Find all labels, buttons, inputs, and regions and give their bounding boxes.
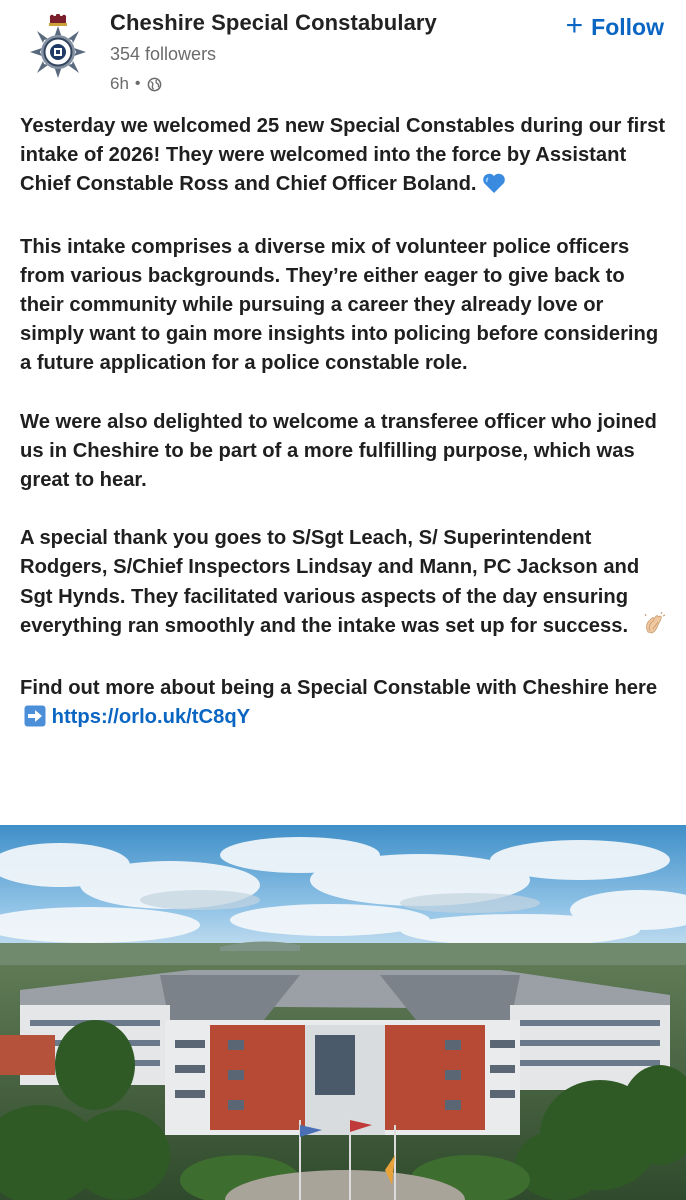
- post-paragraph: [20, 674, 668, 736]
- follow-button[interactable]: [565, 9, 664, 42]
- globe-icon: [147, 77, 162, 92]
- follow-label: Follow: [591, 14, 664, 40]
- post-header: [0, 0, 686, 100]
- clapping-hands-icon: [642, 612, 666, 645]
- page-title[interactable]: Cheshire Special Constabulary: [110, 10, 437, 35]
- post-paragraph: We were also delighted to welcome a transferee officer who joined us in Cheshire to be part of a more fulfilling purpose, which was great to hear.: [20, 410, 657, 492]
- post-timestamp: 6h: [110, 74, 129, 93]
- meta-separator: •: [134, 75, 141, 92]
- post-paragraph: This intake comprises a diverse mix of volunteer police officers from various backgrounds. They’re either eager to give back to their community while pursuing a career they already love or simply want to gain more insights into policing before considering a future application for a police constable role.: [20, 235, 659, 375]
- post-body: [20, 112, 668, 736]
- plus-icon: +: [565, 9, 584, 42]
- right-arrow-icon: [24, 705, 46, 736]
- police-crest-icon[interactable]: [28, 14, 88, 80]
- post-photo[interactable]: [0, 825, 686, 1200]
- post-paragraph: [20, 524, 668, 645]
- post-meta: [110, 74, 162, 94]
- follower-count: 354 followers: [110, 44, 217, 64]
- post-text: Yesterday we welcomed 25 new Special Constables during our first intake of 2026! They were welcomed into the force by Assistant Chief Constable Ross and Chief Officer Boland.: [20, 115, 666, 196]
- blue-heart-icon: [482, 172, 506, 203]
- post-text: Find out more about being a Special Constable with Cheshire here: [20, 677, 658, 700]
- post-text: A special thank you goes to S/Sgt Leach, S/ Superintendent Rodgers, S/Chief Inspectors Lindsay and Mann, PC Jackson and Sgt Hynds. They facilitated various aspects of the day ensuring everything ran smoothly and the intake was set up for success.: [20, 527, 640, 637]
- post-paragraph: [20, 112, 668, 204]
- post-link[interactable]: https://orlo.uk/tC8qY: [51, 706, 251, 729]
